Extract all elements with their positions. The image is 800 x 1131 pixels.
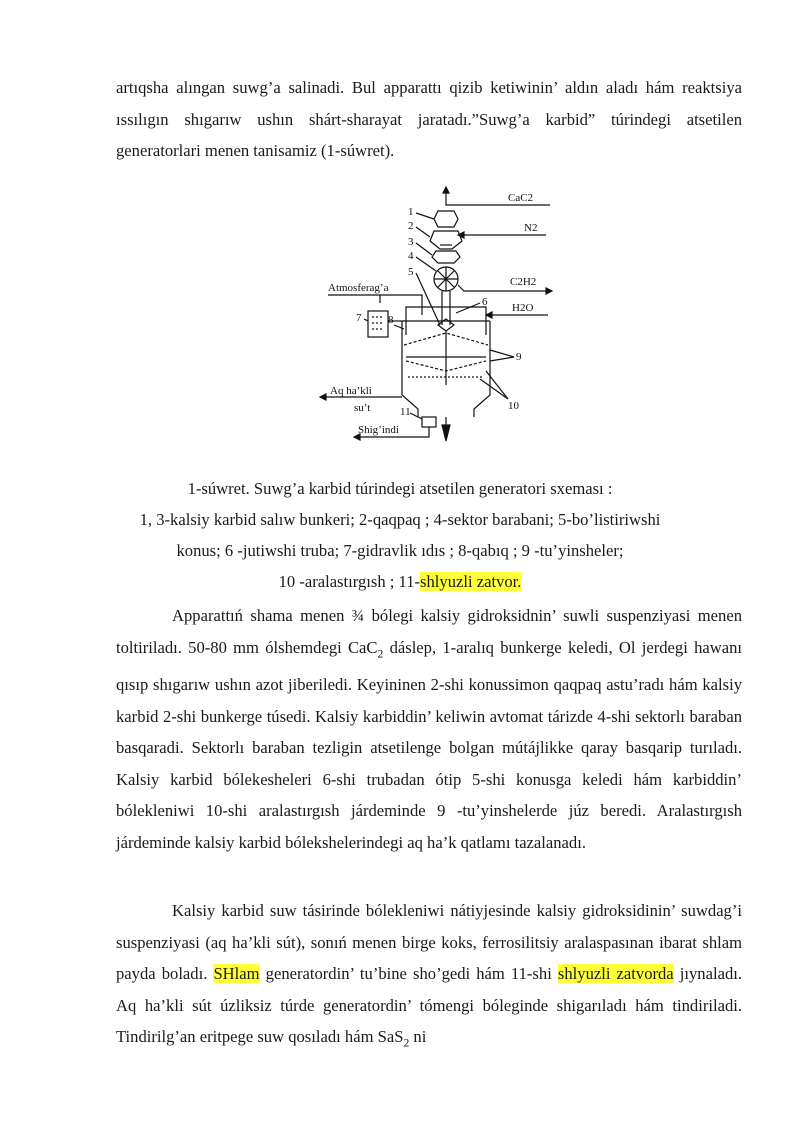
para3-sub: 2 [403,1036,410,1050]
label-milk-2: su’t [354,402,371,414]
caption-line-3: konus; 6 -jutiwshi truba; 7-gidravlik ıdıs ; 8-qabıq ; 9 -tu’yinsheler; [176,541,624,560]
para2-sub: 2 [377,646,384,660]
para3-highlight-2: shlyuzli zatvorda [557,964,674,983]
bunker-1 [434,211,458,227]
label-n5: 5 [408,266,414,278]
para3-highlight-1: SHlam [213,964,260,983]
para3-part3: jıynaladı. Aq ha’kli sút úzliksiz túrde generatordin’ tómengi bóleginde shigarıladı hám tindiriladi. Tindirilg’an eritpege suw qosıladı hám SaS [116,964,742,1046]
paragraph-process [116,600,742,858]
caption-line-1: 1-súwret. Suwg’a karbid túrindegi atsetilen generatori sxeması : [187,479,613,498]
label-h2o: H2O [512,302,534,314]
label-n10: 10 [508,400,519,412]
sludge-lock [422,417,436,427]
caption-highlight: shlyuzli zatvor. [420,572,522,591]
para3-part1: Kalsiy karbid suw tásirinde bólekleniwi nátiyjesinde kalsiy gidroksidinin’ suwdag’i suspenziyasi (aq ha’kli sút), sonıń menen birge koks, ferrosilitsiy aralaspasınan ibarat shlam payda boladı. [116,901,742,983]
label-n9: 9 [516,351,522,363]
label-n8: 8 [388,314,394,326]
hydraulic-vessel [368,311,388,337]
label-n2: N2 [524,222,538,234]
para3-part4: ni [409,1027,427,1046]
para3-part2: generatordin’ tu’bine sho’gedi hám 11-shi [259,964,558,983]
label-atmosphere: Atmosferag’a [328,282,389,294]
label-n7: 7 [356,312,362,324]
bunker-3 [432,251,460,263]
vessel-left-wall [402,321,418,417]
label-n3: 3 [408,236,414,248]
caption-line-2: 1, 3-kalsiy karbid salıw bunkeri; 2-qaqpaq ; 4-sektor barabani; 5-bo’listiriwshi [139,510,661,529]
label-n11: 11 [400,406,411,418]
caption-line-4 [100,566,700,598]
label-sludge: Shig’indi [358,424,399,436]
generator-diagram [318,185,558,447]
paragraph-sludge [116,895,742,1059]
paragraph-intro: artıqsha alıngan suwg’a salinadi. Bul apparattı qizib ketiwinin’ aldın aladı hám reaktsiya ıssılıgın shıgarıw ushın shárt-sharayat jaratadı.”Suwg’a karbid” túrindegi atsetilen generatorlari menen tanisamiz (1-súwret). [116,78,742,160]
para2-part2: dáslep, 1-aralıq bunkerge keledi, Ol jerdegi hawanı qısıp shıgarıw ushın azot jiberiledi. Keyininen 2-shi konussimon qaqpaq astu’radı hám kalsiy karbid 2-shi bunkerge túsedi. Kalsiy karbiddin’ keliwin avtomat tárizde 4-shi sektorlı baraban basqaradi. Sektorlı baraban tezligin atsetilenge bolgan mútájlikke qaray basqarip turıladı. Kalsiy karbid bólekesheleri 6-shi trubadan ótip 5-shi konusga keledi hám karbiddin’ bólekleniwi 10-shi aralastırgısh járdeminde 9 -tu’yinshelerde júz beredi. Aralastırgısh járdeminde kalsiy karbid bólekshelerindegi aq ha’k qatlamı tazalanadı. [116,637,742,852]
bunker-2 [430,231,462,249]
label-cac2: CaC2 [508,192,534,204]
label-n2num: 2 [408,220,414,232]
vessel-right-wall [474,321,490,417]
label-milk-1: Aq ha’kli [330,385,372,397]
label-c2h2: C2H2 [510,276,537,288]
para2-part1: Apparattıń shama menen ¾ bólegi kalsiy gidroksidnin’ suwli suspenziyasi menen toltiriladı. 50-80 mm ólshemdegi CaC [116,606,742,657]
label-n6: 6 [482,296,488,308]
cac2-feed-line [446,189,550,205]
label-n4: 4 [408,250,414,262]
caption-line-4-text: 10 -aralastırgısh ; 11- [278,572,421,591]
label-n1: 1 [408,206,414,218]
